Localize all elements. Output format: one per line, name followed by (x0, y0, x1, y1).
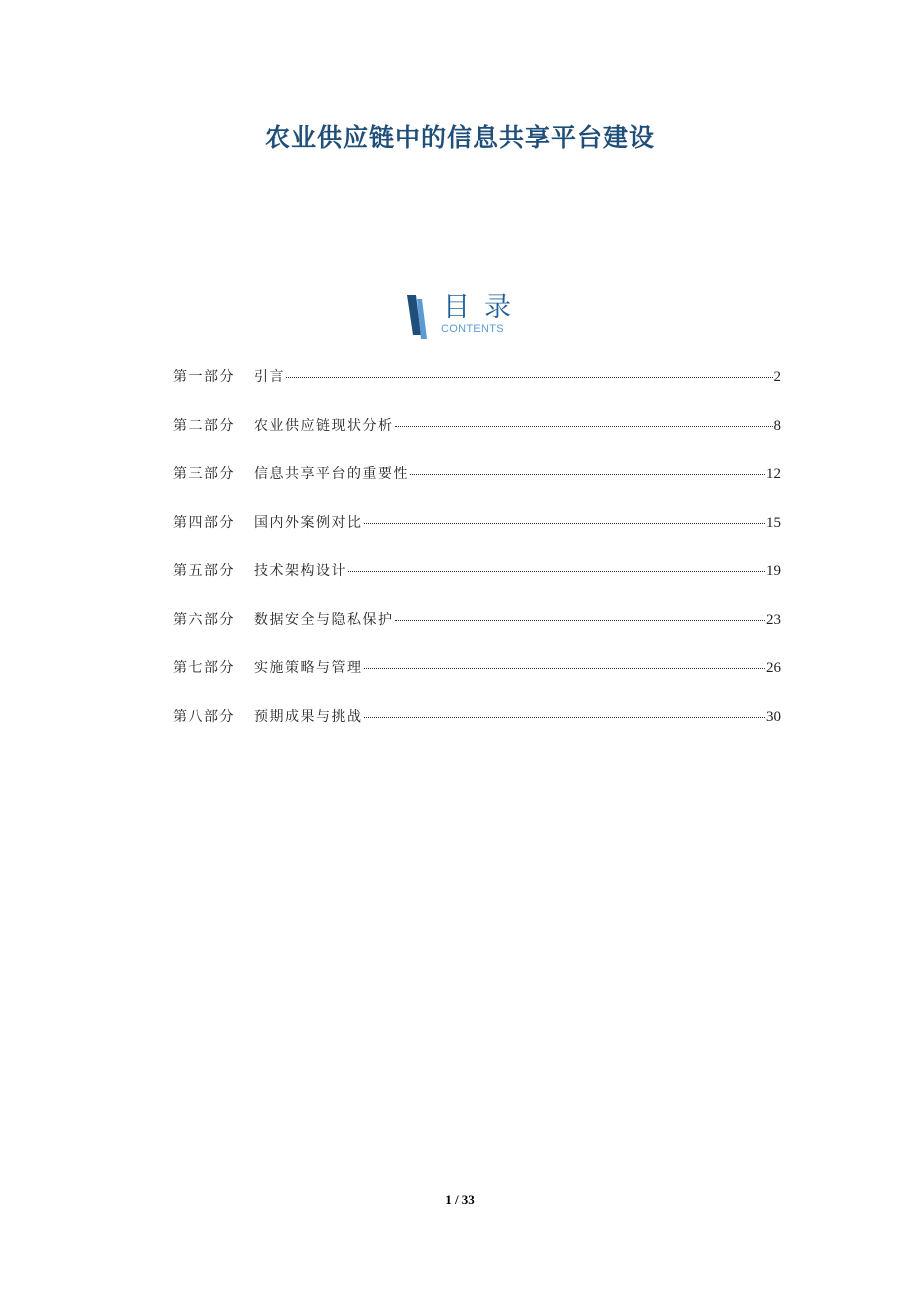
toc-leader-dots (364, 523, 766, 524)
toc-item-page: 12 (766, 466, 781, 482)
toc-item[interactable] (173, 512, 781, 561)
toc-leader-dots (410, 474, 765, 475)
toc-item-part: 第一部分 (173, 369, 235, 385)
toc-leader-dots (286, 377, 773, 378)
toc-item-name: 数据安全与隐私保护 (254, 611, 394, 628)
toc-item-name: 信息共享平台的重要性 (254, 466, 409, 482)
toc-item-name: 国内外案例对比 (254, 514, 363, 531)
toc-item-part: 第五部分 (173, 563, 235, 579)
toc-item-part: 第八部分 (173, 708, 235, 725)
toc-item-page: 15 (766, 514, 781, 531)
toc-list (173, 366, 781, 754)
toc-item[interactable] (173, 706, 781, 755)
toc-header (407, 293, 537, 339)
toc-leader-dots (364, 717, 766, 718)
toc-item-part: 第六部分 (173, 611, 235, 628)
book-spine-icon (407, 295, 431, 339)
toc-item-name: 实施策略与管理 (254, 660, 363, 676)
toc-item[interactable] (173, 463, 781, 512)
toc-item-name: 引言 (254, 369, 285, 385)
toc-item[interactable] (173, 415, 781, 464)
toc-leader-dots (348, 571, 765, 572)
toc-item-page: 23 (766, 611, 781, 628)
toc-heading: 目录 (443, 292, 525, 323)
toc-item-page: 30 (766, 708, 781, 725)
page-number: 1 / 33 (445, 1192, 475, 1207)
toc-item-part: 第四部分 (173, 514, 235, 531)
toc-item[interactable] (173, 657, 781, 706)
toc-item-page: 8 (773, 417, 781, 434)
toc-item[interactable] (173, 560, 781, 609)
toc-item-page: 2 (773, 369, 781, 385)
toc-leader-dots (395, 426, 773, 427)
document-title: 农业供应链中的信息共享平台建设 (264, 123, 655, 152)
toc-item-part: 第三部分 (173, 466, 235, 482)
toc-item[interactable] (173, 366, 781, 415)
toc-item-part: 第二部分 (173, 417, 235, 434)
toc-subheading: CONTENTS (441, 323, 504, 335)
toc-item-page: 19 (766, 563, 781, 579)
toc-item-name: 农业供应链现状分析 (254, 417, 394, 434)
toc-item-name: 技术架构设计 (254, 563, 347, 579)
toc-item-page: 26 (766, 660, 781, 676)
toc-leader-dots (364, 668, 766, 669)
toc-item-name: 预期成果与挑战 (254, 708, 363, 725)
toc-item[interactable] (173, 609, 781, 658)
toc-item-part: 第七部分 (173, 660, 235, 676)
toc-leader-dots (395, 620, 766, 621)
